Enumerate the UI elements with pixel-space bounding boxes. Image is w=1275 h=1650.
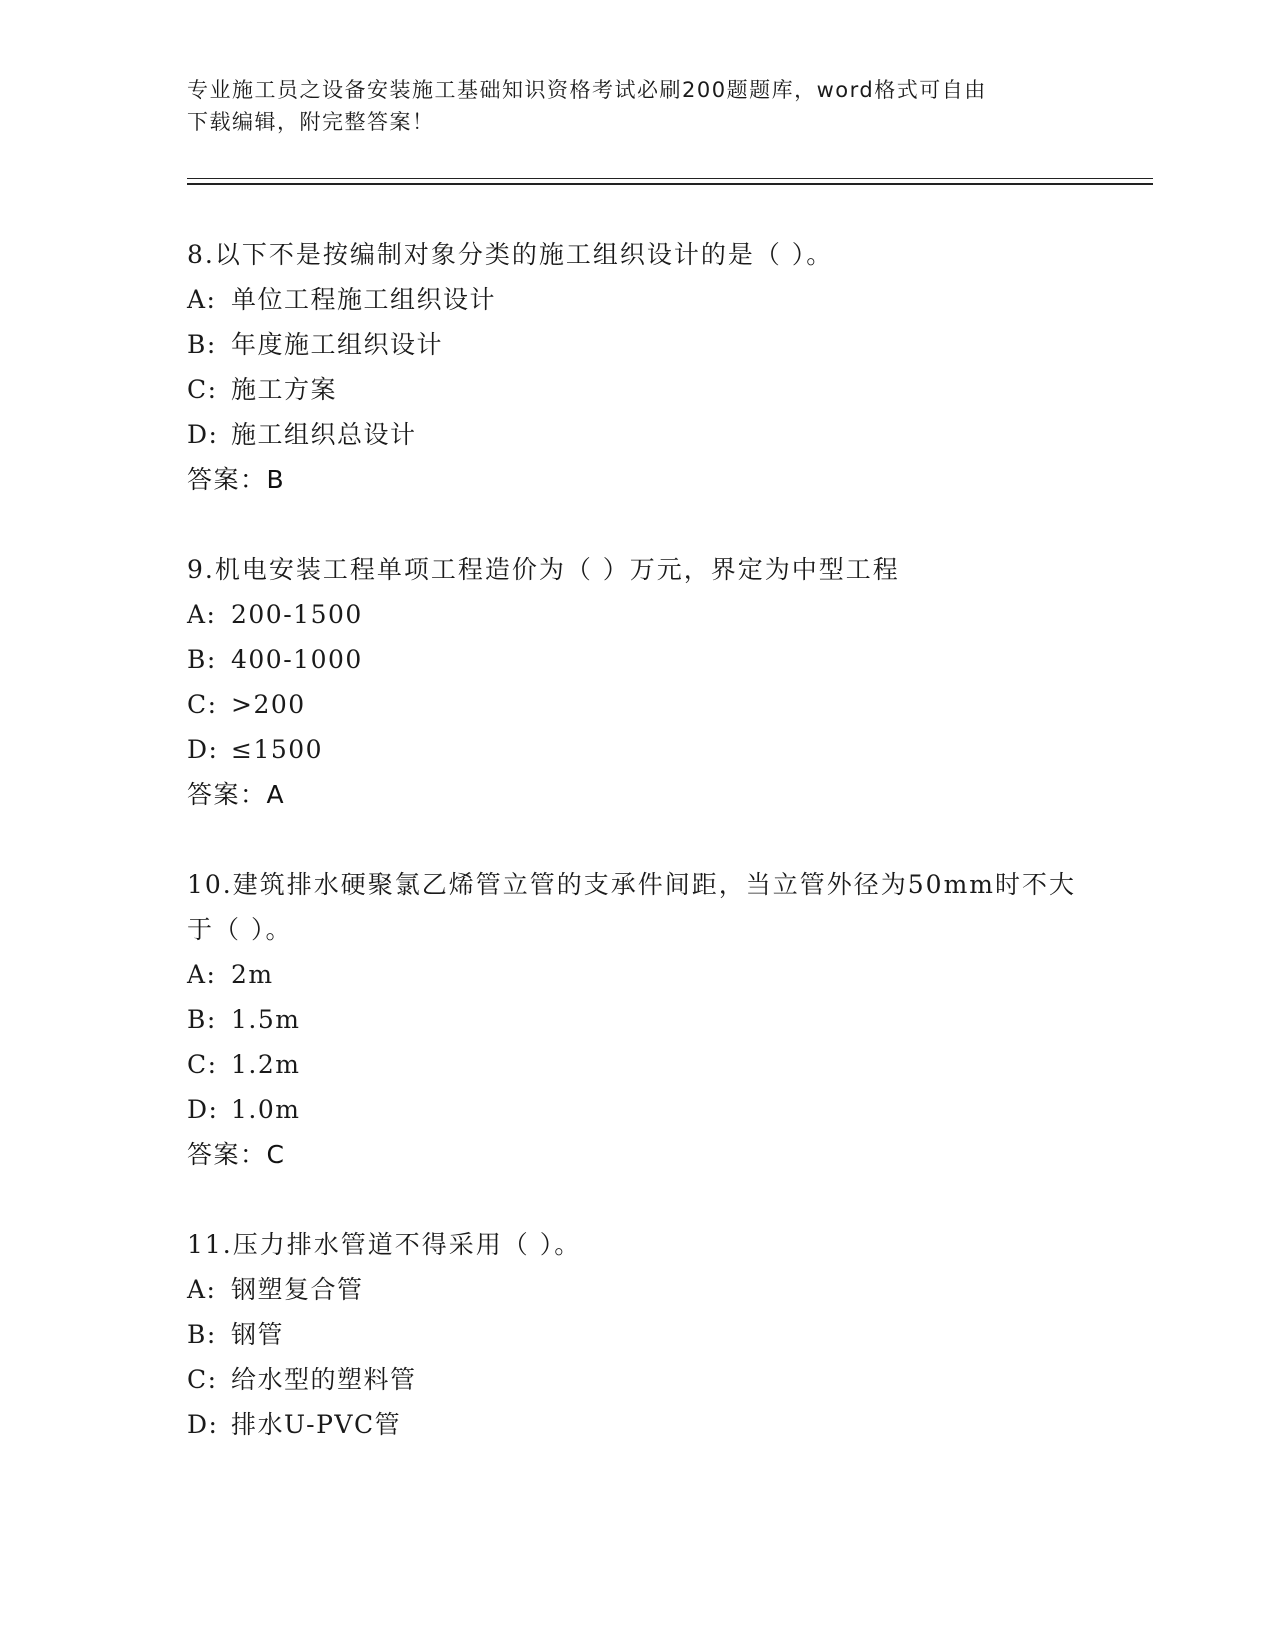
answer-label: 答案：A [187,780,286,809]
option-key: C: [187,375,218,404]
header-line-1: 专业施工员之设备安装施工基础知识资格考试必刷200题题库，word格式可自由 [187,78,987,102]
question-9 [187,547,1087,817]
answer-label: 答案：C [187,1140,286,1169]
header-divider-top [187,178,1153,179]
question-text: 8.以下不是按编制对象分类的施工组织设计的是（ ）。 [187,240,834,269]
option-text: 排水U-PVC管 [231,1410,402,1439]
option-a [187,592,1087,637]
option-key: C: [187,1365,218,1394]
option-key: B: [187,645,217,674]
option-key: D: [187,420,219,449]
question-text: 10.建筑排水硬聚氯乙烯管立管的支承件间距，当立管外径为50mm时不大于（ ）。 [187,870,1076,944]
option-text: 1.0m [231,1095,301,1124]
option-b [187,322,1087,367]
header-divider-bottom [187,183,1153,185]
question-list [187,232,1087,1492]
option-key: A: [187,960,217,989]
option-text: 钢管 [231,1320,285,1349]
option-key: A: [187,1275,217,1304]
option-key: D: [187,1095,219,1124]
option-text: >200 [231,690,306,719]
question-8 [187,232,1087,502]
question-11 [187,1222,1087,1447]
option-c [187,682,1087,727]
option-text: 给水型的塑料管 [231,1365,417,1394]
answer-label: 答案：B [187,465,286,494]
option-text: 单位工程施工组织设计 [231,285,497,314]
option-d [187,1087,1087,1132]
option-text: 年度施工组织设计 [231,330,444,359]
option-c [187,367,1087,412]
option-text: 1.5m [231,1005,301,1034]
header-line-2: 下载编辑，附完整答案！ [187,110,435,134]
option-key: D: [187,1410,219,1439]
option-text: 施工方案 [231,375,338,404]
option-text: 钢塑复合管 [231,1275,364,1304]
option-a [187,1267,1087,1312]
question-text: 9.机电安装工程单项工程造价为（ ）万元，界定为中型工程 [187,555,900,584]
option-key: D: [187,735,219,764]
option-d [187,1402,1087,1447]
option-key: A: [187,600,217,629]
option-text: 1.2m [231,1050,301,1079]
option-c [187,1357,1087,1402]
option-text: 400-1000 [231,645,363,674]
question-text: 11.压力排水管道不得采用（ ）。 [187,1230,582,1259]
option-d [187,412,1087,457]
option-text: ≤1500 [231,735,324,764]
option-text: 施工组织总设计 [231,420,417,449]
option-a [187,952,1087,997]
option-b [187,997,1087,1042]
option-text: 2m [231,960,274,989]
option-key: A: [187,285,217,314]
option-a [187,277,1087,322]
option-key: B: [187,330,217,359]
question-10 [187,862,1087,1177]
option-b [187,1312,1087,1357]
option-key: C: [187,1050,218,1079]
document-header [187,74,1067,138]
option-key: B: [187,1005,217,1034]
option-text: 200-1500 [231,600,363,629]
option-d [187,727,1087,772]
option-c [187,1042,1087,1087]
option-key: C: [187,690,218,719]
option-b [187,637,1087,682]
option-key: B: [187,1320,217,1349]
